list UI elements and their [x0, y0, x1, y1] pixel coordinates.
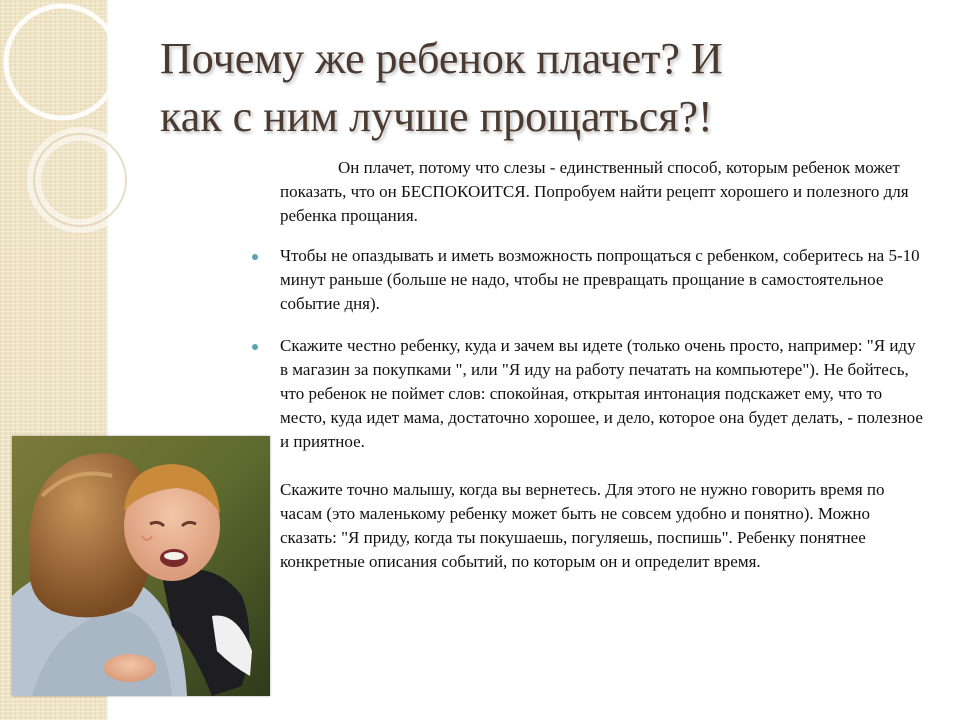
bullet-list: [252, 244, 924, 574]
bullet-item: [252, 244, 924, 316]
slide-title: [160, 30, 920, 146]
bullet-text: Чтобы не опаздывать и иметь возможность попрощаться с ребенком, соберитесь на 5-10 минут раньше (больше не надо, чтобы не превращать прощание в самостоятельное событие дня).: [280, 246, 920, 313]
intro-paragraph: Он плачет, потому что слезы - единственный способ, которым ребенок может показать, что он БЕСПОКОИТСЯ. Попробуем найти рецепт хорошего и полезного для ребенка прощания.: [280, 158, 909, 225]
bullet-item: [252, 334, 924, 454]
title-line-1: Почему же ребенок плачет? И: [160, 34, 723, 83]
title-line-2: как с ним лучше прощаться?!: [160, 92, 713, 141]
bullet-dot-icon: [252, 254, 258, 260]
bullet-dot-icon: [252, 344, 258, 350]
photo-mother-and-crying-child: [12, 436, 270, 696]
bullet-item: [252, 478, 924, 574]
bullet-text: Скажите честно ребенку, куда и зачем вы идете (только очень просто, например: "Я иду в магазин за покупками ", или "Я иду на работу печатать на компьютере"). Не бойтесь, что ребенок не поймет слов: спокойная, открытая интонация подскажет ему, что то место, куда идет мама, достаточно хорошее, и дело, которое она будет делать, - полезное и приятное.: [280, 336, 923, 451]
bullet-text: Скажите точно малышу, когда вы вернетесь. Для этого не нужно говорить время по часам (это маленькому ребенку может быть не совсем удобно и понятно). Можно сказать: "Я приду, когда ты покушаешь, погуляешь, поспишь". Ребенку понятнее конкретные описания событий, по которым он и определит время.: [280, 480, 885, 571]
